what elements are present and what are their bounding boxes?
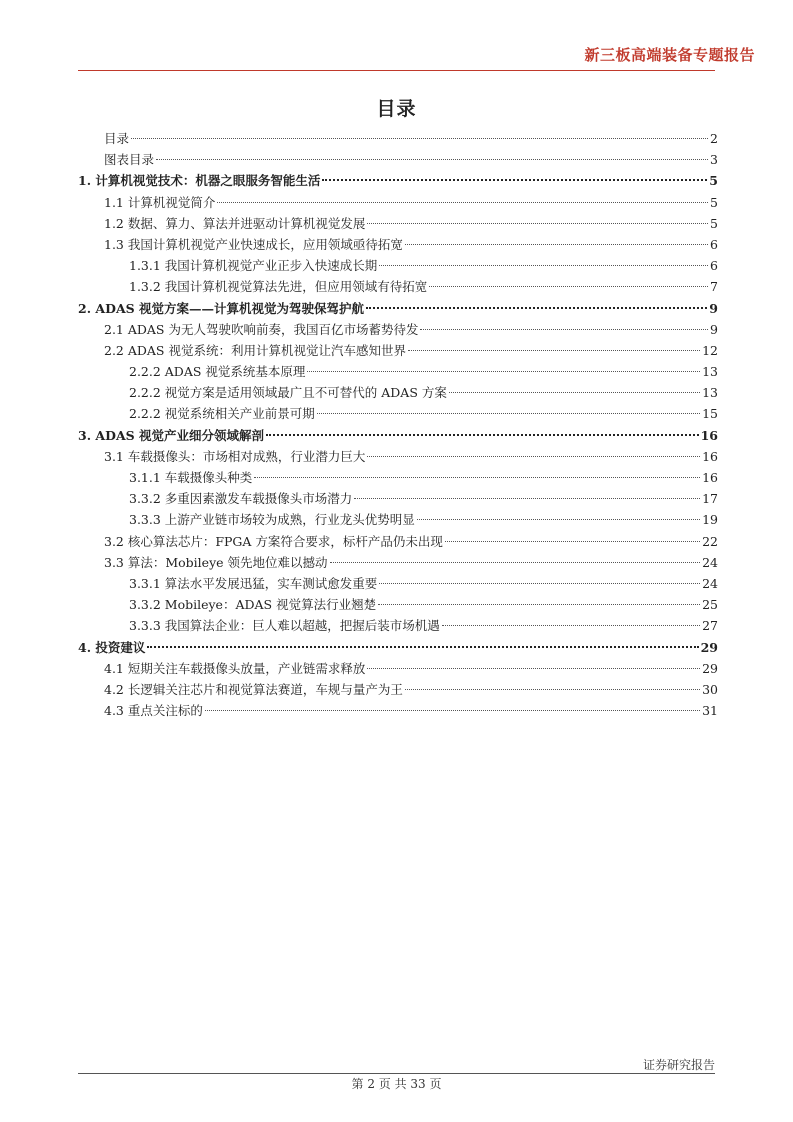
toc-entry-title: 3.3.3 我国算法企业：巨人难以超越，把握后装市场机遇	[129, 618, 440, 634]
toc-entry-page: 31	[702, 703, 718, 719]
toc-entry[interactable]	[78, 552, 718, 573]
dot-leader	[366, 307, 707, 309]
toc-entry-page: 15	[702, 406, 718, 422]
dot-leader	[156, 159, 708, 160]
toc-entry-title: 2. ADAS 视觉方案——计算机视觉为驾驶保驾护航	[78, 300, 365, 316]
toc-entry[interactable]	[78, 594, 718, 615]
dot-leader	[205, 710, 700, 711]
toc-entry[interactable]	[78, 170, 718, 191]
dot-leader	[266, 434, 699, 436]
toc-entry[interactable]	[78, 192, 718, 213]
toc-entry-page: 5	[710, 194, 718, 210]
toc-entry[interactable]	[78, 298, 718, 319]
toc-entry-page: 19	[702, 512, 718, 528]
toc-entry[interactable]	[78, 531, 718, 552]
toc-entry-title: 4. 投资建议	[78, 639, 146, 655]
toc-entry[interactable]	[78, 679, 718, 700]
dot-leader	[322, 179, 707, 181]
toc-entry-page: 3	[710, 152, 718, 168]
toc-entry[interactable]	[78, 658, 718, 679]
toc-entry-title: 4.2 长逻辑关注芯片和视觉算法赛道，车规与量产为王	[104, 681, 403, 697]
toc-entry[interactable]	[78, 467, 718, 488]
toc-entry[interactable]	[78, 637, 718, 658]
toc-entry[interactable]	[78, 700, 718, 721]
toc-entry-page: 30	[702, 681, 718, 697]
toc-entry-title: 3.3.3 上游产业链市场较为成熟，行业龙头优势明显	[129, 512, 415, 528]
toc-entry-page: 29	[700, 639, 718, 655]
toc-entry-title: 3.3.2 Mobileye：ADAS 视觉算法行业翘楚	[129, 597, 377, 613]
toc-entry[interactable]	[78, 340, 718, 361]
toc-entry-title: 4.1 短期关注车载摄像头放量，产业链需求释放	[104, 660, 366, 676]
toc-entry[interactable]	[78, 276, 718, 297]
page-title: 目录	[376, 98, 417, 120]
dot-leader	[307, 371, 700, 372]
footer-divider	[78, 1073, 715, 1074]
toc-entry[interactable]	[78, 213, 718, 234]
dot-leader	[354, 498, 700, 499]
toc-entry[interactable]	[78, 319, 718, 340]
toc-entry[interactable]	[78, 403, 718, 424]
toc-entry-title: 3.1 车载摄像头：市场相对成熟，行业潜力巨大	[104, 448, 366, 464]
dot-leader	[254, 477, 700, 478]
toc-entry-page: 25	[702, 597, 718, 613]
toc-entry[interactable]	[78, 488, 718, 509]
toc-entry[interactable]	[78, 509, 718, 530]
toc-entry-title: 1.3.1 我国计算机视觉产业正步入快速成长期	[129, 258, 378, 274]
dot-leader	[367, 668, 700, 669]
toc-entry-title: 目录	[104, 131, 130, 146]
toc-entry[interactable]	[78, 615, 718, 636]
toc-entry-title: 3.3 算法：Mobileye 领先地位难以撼动	[104, 554, 328, 570]
dot-leader	[429, 286, 708, 287]
dot-leader	[405, 689, 700, 690]
toc-entry-page: 16	[702, 470, 718, 485]
toc-entry-page: 12	[702, 342, 718, 358]
toc-entry-title: 1.3.2 我国计算机视觉算法先进，但应用领域有待拓宽	[129, 279, 428, 295]
toc-entry[interactable]	[78, 573, 718, 594]
dot-leader	[367, 223, 708, 224]
toc-entry-page: 13	[702, 364, 718, 380]
report-type-label: 证券研究报告	[642, 1058, 715, 1072]
toc-entry-title: 4.3 重点关注标的	[104, 703, 203, 719]
dot-leader	[217, 202, 708, 203]
toc-entry-title: 图表目录	[104, 152, 155, 168]
dot-leader	[420, 329, 708, 330]
toc-entry-page: 17	[702, 491, 718, 507]
toc-entry-page: 24	[702, 554, 718, 570]
toc-entry-title: 1.1 计算机视觉简介	[104, 194, 216, 210]
toc-entry[interactable]	[78, 128, 718, 149]
dot-leader	[317, 413, 700, 414]
toc-entry-page: 9	[710, 321, 718, 337]
toc-entry-title: 2.2.2 视觉方案是适用领域最广且不可替代的 ADAS 方案	[129, 385, 447, 401]
toc-entry-page: 7	[710, 279, 718, 295]
toc-entry-page: 22	[702, 533, 718, 549]
toc-entry-page: 16	[702, 448, 718, 464]
toc-entry-title: 3.1.1 车载摄像头种类	[129, 470, 253, 485]
toc-entry-page: 16	[700, 427, 718, 443]
toc-entry-page: 27	[702, 618, 718, 634]
toc-entry-title: 1. 计算机视觉技术：机器之眼服务智能生活	[78, 173, 321, 189]
dot-leader	[417, 519, 700, 520]
toc-entry-title: 1.3 我国计算机视觉产业快速成长，应用领域亟待拓宽	[104, 236, 403, 252]
dot-leader	[367, 456, 700, 457]
dot-leader	[442, 625, 700, 626]
dot-leader	[147, 646, 698, 648]
toc-entry-page: 13	[702, 385, 718, 401]
report-series-title: 新三板高端装备专题报告	[584, 46, 755, 64]
toc-entry-title: 3.3.1 算法水平发展迅猛，实车测试愈发重要	[129, 575, 378, 591]
toc-entry-title: 2.1 ADAS 为无人驾驶吹响前奏，我国百亿市场蓄势待发	[104, 321, 419, 337]
toc-entry-page: 29	[702, 660, 718, 676]
toc-entry-title: 3.3.2 多重因素激发车载摄像头市场潜力	[129, 491, 353, 507]
toc-entry-page: 9	[709, 300, 718, 316]
dot-leader	[131, 138, 708, 139]
toc-entry[interactable]	[78, 446, 718, 467]
dot-leader	[378, 604, 700, 605]
toc-entry-page: 5	[709, 173, 718, 189]
dot-leader	[379, 583, 700, 584]
toc-entry[interactable]	[78, 255, 718, 276]
toc-entry-title: 2.2.2 ADAS 视觉系统基本原理	[129, 364, 306, 380]
toc-entry-page: 5	[710, 215, 718, 231]
toc-entry[interactable]	[78, 361, 718, 382]
dot-leader	[449, 392, 700, 393]
toc-entry[interactable]	[78, 149, 718, 170]
toc-entry-page: 2	[710, 131, 718, 146]
table-of-contents	[78, 128, 718, 721]
page-indicator: 第 2 页 共 33 页	[351, 1077, 442, 1091]
dot-leader	[379, 265, 708, 266]
dot-leader	[330, 562, 701, 563]
dot-leader	[408, 350, 700, 351]
toc-entry-page: 24	[702, 575, 718, 591]
toc-entry-page: 6	[710, 236, 718, 252]
toc-entry-title: 3. ADAS 视觉产业细分领域解剖	[78, 427, 265, 443]
dot-leader	[405, 244, 708, 245]
toc-entry-title: 1.2 数据、算力、算法并进驱动计算机视觉发展	[104, 215, 366, 231]
toc-entry-title: 2.2.2 视觉系统相关产业前景可期	[129, 406, 315, 422]
toc-entry[interactable]	[78, 425, 718, 446]
toc-entry-page: 6	[710, 258, 718, 274]
toc-entry-title: 3.2 核心算法芯片：FPGA 方案符合要求，标杆产品仍未出现	[104, 533, 443, 549]
toc-entry-title: 2.2 ADAS 视觉系统：利用计算机视觉让汽车感知世界	[104, 342, 406, 358]
header-divider	[78, 70, 715, 71]
dot-leader	[445, 541, 700, 542]
toc-entry[interactable]	[78, 382, 718, 403]
toc-entry[interactable]	[78, 234, 718, 255]
